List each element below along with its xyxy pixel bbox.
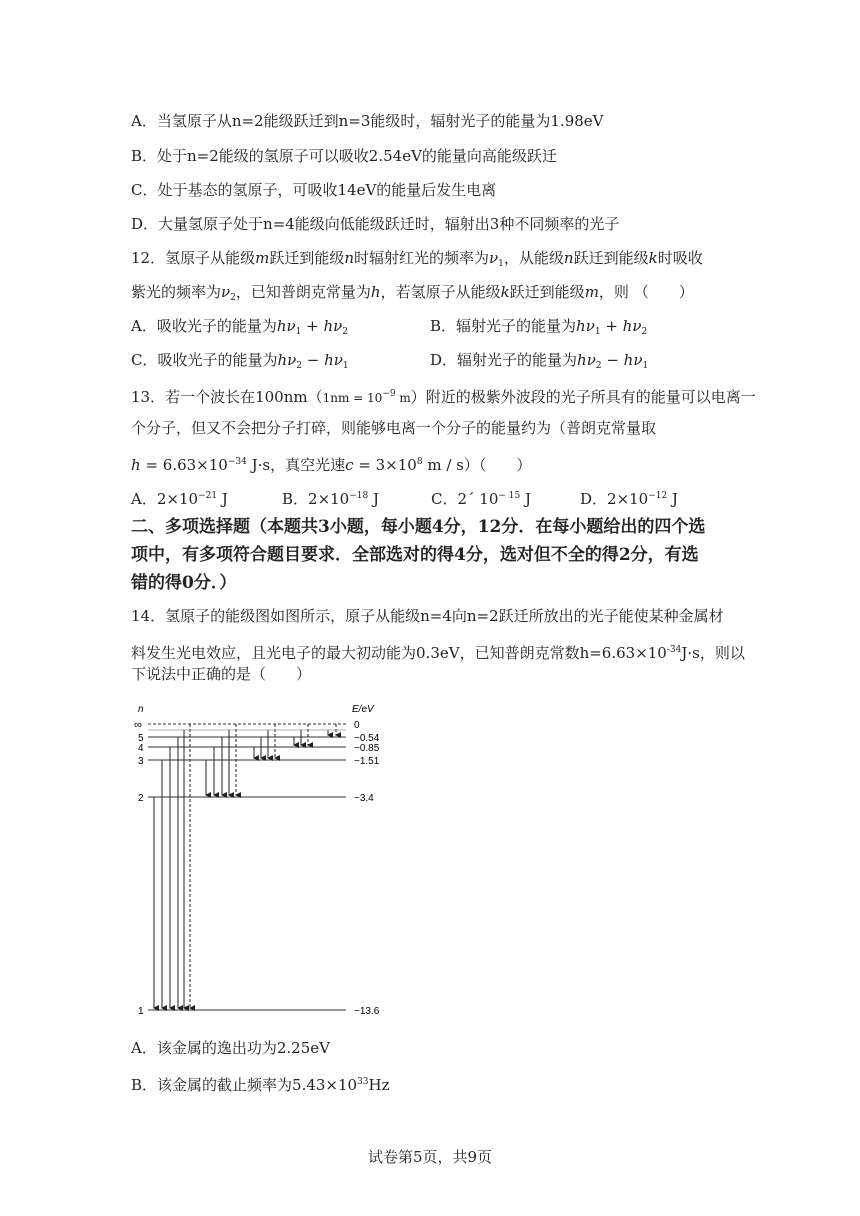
energy-axis-label: E/eV [352,704,374,715]
energy-level-diagram [128,700,398,1020]
section2-heading-line2: 项中，有多项符合题目要求．全部选对的得4分，选对但不全的得2分，有选 [131,545,699,565]
q13-option-c: C．2´ $10^{- 15}$ J [431,490,532,508]
section2-heading-line3: 错的得0分．） [131,573,237,593]
q12-option-a: A．吸收光子的能量为$h\nu_1 + h\nu_2$ [131,317,349,337]
n-label-5: 5 [138,733,144,744]
q14-stem-line2: 料发生光电效应，且光电子的最大初动能为0.3eV，已知普朗克常数$h=6.63\times 10^{-34}J\cdot s$，则以 [131,644,745,662]
n-label-4: 4 [138,743,144,754]
q11-option-a: A．当氢原子从n=2能级跃迁到n=3能级时，辐射光子的能量为1.98eV [131,112,604,130]
section2-heading-line1: 二、多项选择题（本题共3小题，每小题4分，12分．在每小题给出的四个选 [131,517,706,537]
n-axis-label: n [138,704,144,715]
q12-option-c: C．吸收光子的能量为$h\nu_2 - h\nu_1$ [131,351,349,371]
n-label-3: 3 [138,756,144,767]
n-label-inf: ∞ [134,719,142,731]
q14-stem-line3: 下说法中正确的是（ ） [131,665,312,683]
q12-option-d: D．辐射光子的能量为$h\nu_2 - h\nu_1$ [430,351,649,371]
q12-option-b: B．辐射光子的能量为$h\nu_1 + h\nu_2$ [430,317,648,337]
e-label-3: −1.51 [354,756,380,767]
n-label-2: 2 [138,793,144,804]
q13-stem-line2: 个分子，但又不会把分子打碎，则能够电离一个分子的能量约为（普朗克常量取 [131,419,657,437]
q13-stem-line3: $h = 6.63\times 10^{-34}$ J·s，真空光速$c = 3\times 10^8$ m / s）（ ） [131,456,532,474]
page-footer: 试卷第5页，共9页 [367,1148,493,1166]
n-label-1: 1 [138,1006,144,1017]
e-label-inf: 0 [354,720,360,731]
q11-option-c: C．处于基态的氢原子，可吸收14eV的能量后发生电离 [131,181,497,199]
q11-option-d: D．大量氢原子处于n=4能级向低能级跃迁时，辐射出3种不同频率的光子 [131,215,620,233]
q13-option-b: B．$2\times 10^{-18}$ J [282,490,380,508]
q11-option-b: B．处于n=2能级的氢原子可以吸收2.54eV的能量向高能级跃迁 [131,147,557,165]
q12-stem-line2: 紫光的频率为$\nu_2$，已知普朗克常量为h，若氢原子从能级k跃迁到能级m，则 （ ） [131,283,694,303]
e-label-1: −13.6 [354,1006,380,1017]
q13-stem-line1: 13．若一个波长在$100nm(1nm = 10^{-9}$ m）附近的极紫外波段的光子所具有的能量可以电离一 [131,388,756,406]
q13-option-a: A．$2\times 10^{-21}$ J [131,490,228,508]
q14-option-b: B．该金属的截止频率为$5.43\times 10^{33}Hz$ [131,1076,390,1094]
e-label-4: −0.85 [354,743,380,754]
e-label-2: −3.4 [354,793,374,804]
q12-stem-line1: 12．氢原子从能级m跃迁到能级n时辐射红光的频率为$\nu_1$，从能级n跃迁到能级k时吸收 [131,249,703,269]
q13-option-d: D．$2\times 10^{-12}$ J [580,490,679,508]
e-label-5: −0.54 [354,733,380,744]
q14-stem-line1: 14．氢原子的能级图如图所示，原子从能级n=4向n=2跃迁所放出的光子能使某种金属材 [131,607,724,625]
q14-option-a: A．该金属的逸出功为2.25eV [131,1039,330,1057]
